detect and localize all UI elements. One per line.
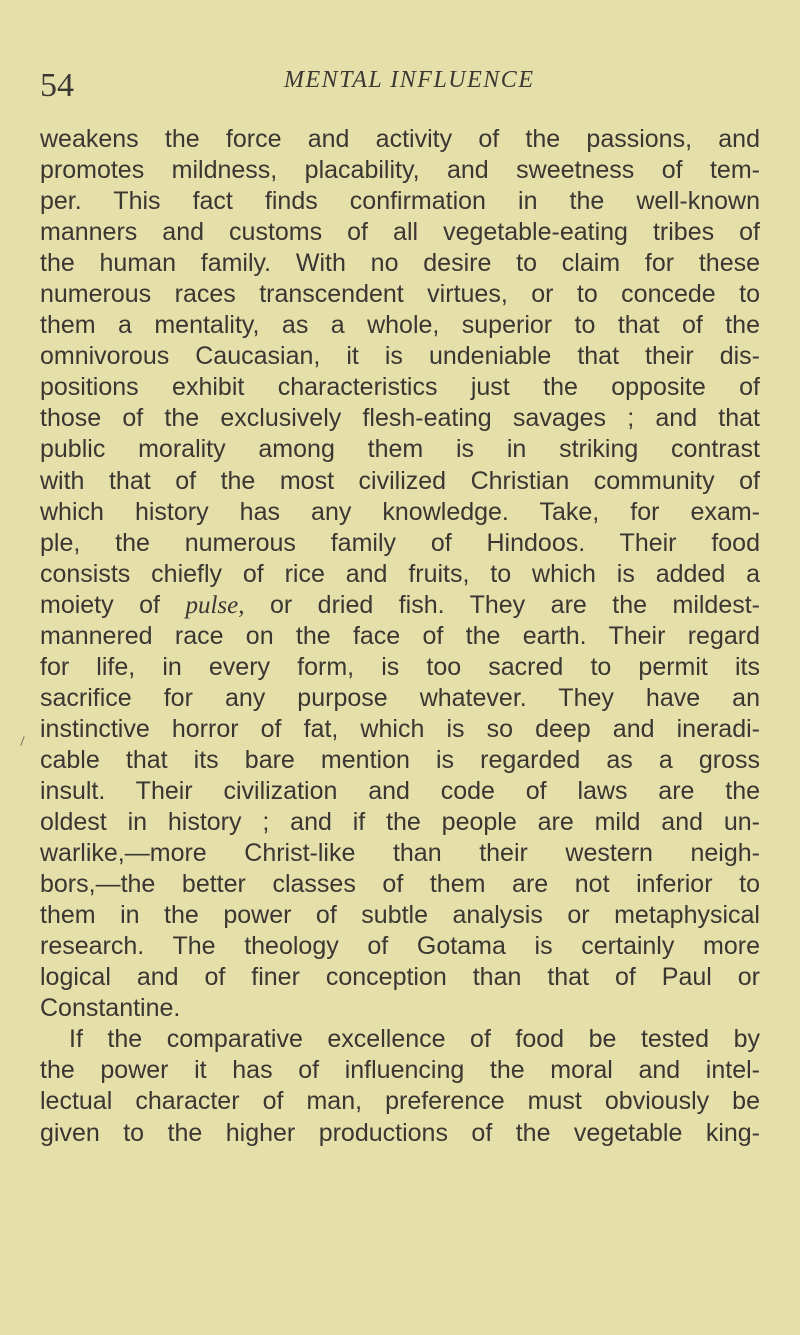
- text-line: those of the exclusively flesh-eating savages ; and that: [40, 404, 760, 433]
- text-line: positions exhibit characteristics just the opposite of: [40, 373, 760, 402]
- text-line: which history has any knowledge. Take, for exam-: [40, 497, 760, 526]
- text-line: omnivorous Caucasian, it is undeniable that their dis-: [40, 342, 760, 371]
- text-line: cable that its bare mention is regarded as a gross: [40, 745, 760, 774]
- text-line: manners and customs of all vegetable-eating tribes of: [40, 218, 760, 247]
- running-title: MENTAL INFLUENCE: [284, 67, 535, 93]
- text-segment: or dried fish. They are the mildest-: [269, 590, 761, 619]
- text-line: oldest in history ; and if the people are mild and un-: [40, 808, 760, 837]
- text-line: promotes mildness, placability, and sweetness of tem-: [40, 156, 760, 185]
- text-line: Constantine.: [40, 994, 181, 1023]
- text-line: for life, in every form, is too sacred to permit its: [40, 652, 760, 681]
- text-line: bors,—the better classes of them are not inferior to: [40, 870, 760, 899]
- text-segment: moiety of: [40, 590, 160, 619]
- text-line: lectual character of man, preference must obviously be: [40, 1087, 760, 1116]
- text-line: research. The theology of Gotama is certainly more: [40, 932, 760, 961]
- text-line: with that of the most civilized Christian community of: [40, 466, 760, 495]
- text-line: mannered race on the face of the earth. Their regard: [40, 621, 760, 650]
- text-line: insult. Their civilization and code of laws are the: [40, 776, 760, 805]
- text-line: instinctive horror of fat, which is so deep and ineradi-: [40, 714, 760, 743]
- text-line: warlike,—more Christ-like than their western neigh-: [40, 839, 760, 868]
- text-line: the human family. With no desire to claim for these: [40, 249, 760, 278]
- italic-word: pulse,: [185, 591, 245, 619]
- text-line: them in the power of subtle analysis or metaphysical: [40, 901, 760, 930]
- text-line: If the comparative excellence of food be tested by: [69, 1025, 760, 1054]
- text-line: given to the higher productions of the vegetable king-: [40, 1118, 760, 1147]
- text-line: ple, the numerous family of Hindoos. Their food: [40, 528, 760, 557]
- margin-mark: [20, 736, 24, 746]
- text-line: logical and of finer conception than that of Paul or: [40, 963, 760, 992]
- text-line: the power it has of influencing the moral and intel-: [40, 1056, 760, 1085]
- text-line: public morality among them is in striking contrast: [40, 435, 760, 464]
- text-line: numerous races transcendent virtues, or to concede to: [40, 280, 760, 309]
- body-text: [40, 124, 760, 1149]
- text-line: consists chiefly of rice and fruits, to which is added a: [40, 559, 760, 588]
- text-line: weakens the force and activity of the passions, and: [40, 125, 760, 153]
- page-number: 54: [40, 67, 74, 104]
- text-line: per. This fact finds confirmation in the well-known: [40, 187, 760, 216]
- text-line: them a mentality, as a whole, superior to that of the: [40, 311, 760, 340]
- text-line-with-italic: [40, 590, 760, 621]
- text-line: sacrifice for any purpose whatever. They have an: [40, 683, 760, 712]
